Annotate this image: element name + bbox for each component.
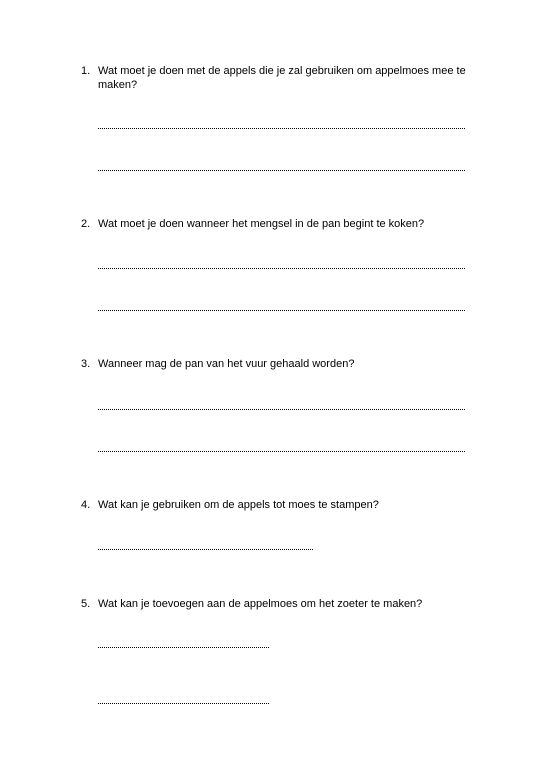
question-5 <box>81 597 481 611</box>
question-number: 5. <box>81 598 91 610</box>
question-text: Wat kan je toevoegen aan de appelmoes om het zoeter te maken? <box>98 598 423 610</box>
question-text: Wat moet je doen wanneer het mengsel in de pan begint te koken? <box>98 218 425 230</box>
answer-line[interactable] <box>98 120 465 129</box>
question-number: 4. <box>81 499 91 511</box>
question-text: Wat kan je gebruiken om de appels tot moes te stampen? <box>98 499 379 511</box>
question-number: 2. <box>81 218 91 230</box>
answer-line[interactable] <box>98 443 465 452</box>
question-text: Wanneer mag de pan van het vuur gehaald worden? <box>98 358 355 370</box>
question-4 <box>81 498 481 512</box>
question-1 <box>81 64 481 92</box>
question-number: 1. <box>81 65 91 77</box>
answer-line[interactable] <box>98 639 269 648</box>
question-number: 3. <box>81 358 91 370</box>
answer-line[interactable] <box>98 260 465 269</box>
answer-line[interactable] <box>98 401 465 410</box>
answer-line[interactable] <box>98 695 269 704</box>
question-3 <box>81 357 481 371</box>
answer-line[interactable] <box>98 541 313 550</box>
answer-line[interactable] <box>98 302 465 311</box>
answer-line[interactable] <box>98 162 465 171</box>
question-text: Wat moet je doen met de appels die je zal gebruiken om appelmoes mee te maken? <box>98 65 466 91</box>
question-2 <box>81 217 481 231</box>
